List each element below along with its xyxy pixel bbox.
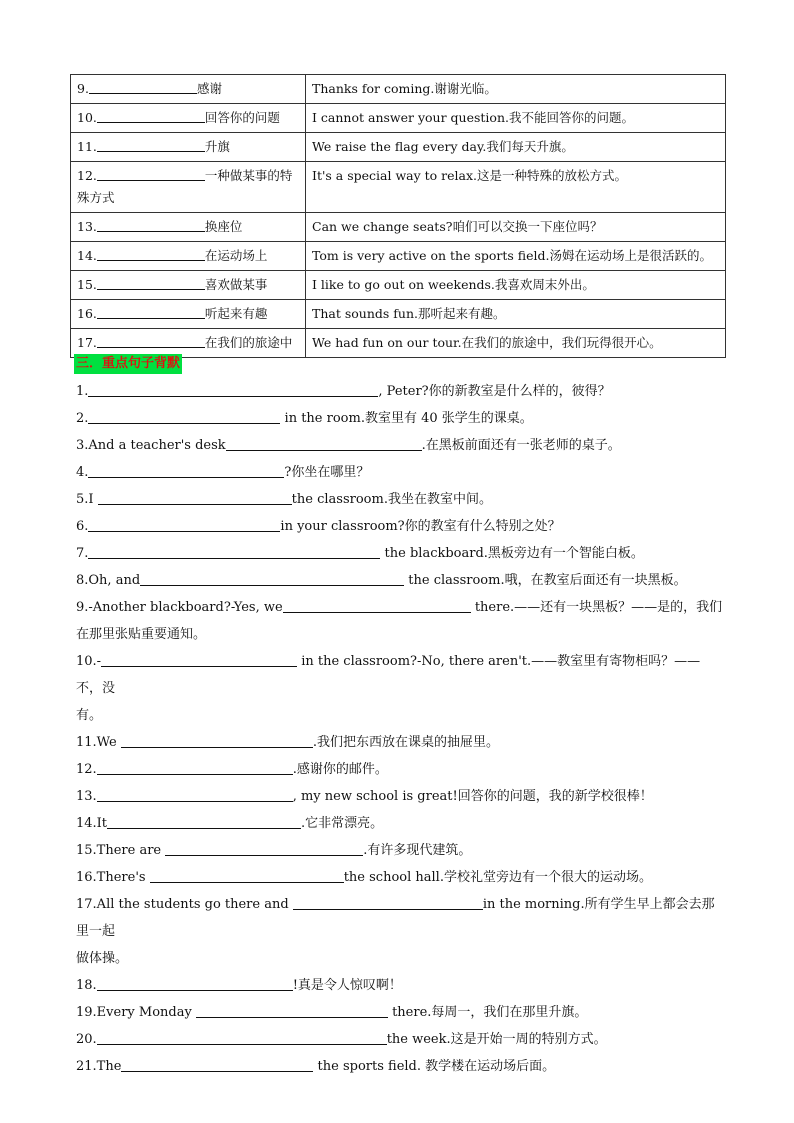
vocab-example-cell: We raise the flag every day.我们每天升旗。 [306,133,726,162]
answer-blank[interactable] [97,1029,387,1045]
answer-blank[interactable] [88,516,280,532]
vocab-term-cell [71,300,306,329]
list-item: 18. !真是令人惊叹啊！ [70,972,726,999]
section-title: 三．重点句子背默 [74,354,182,374]
chinese-term: 升旗 [204,139,230,154]
key-sentences-section [70,354,750,1080]
vocab-term-cell [71,242,306,271]
chinese-term: 听起来有趣 [204,306,268,321]
answer-blank[interactable] [89,80,197,94]
list-item: 19.Every Monday there.每周一，我们在那里升旗。 [70,999,726,1026]
answer-blank[interactable] [97,305,205,319]
answer-blank[interactable] [165,840,363,856]
answer-blank[interactable] [97,138,205,152]
answer-blank[interactable] [97,167,205,181]
list-item: 12. .感谢你的邮件。 [70,756,726,783]
answer-blank[interactable] [283,597,471,613]
vocab-term-cell [71,162,306,213]
list-item: 3.And a teacher's desk .在黑板前面还有一张老师的桌子。 [70,432,726,459]
answer-blank[interactable] [121,1056,313,1072]
answer-blank[interactable] [88,462,284,478]
answer-blank[interactable] [107,813,301,829]
answer-blank[interactable] [88,408,280,424]
vocab-example-cell: That sounds fun.那听起来有趣。 [306,300,726,329]
list-item: 15.There are .有许多现代建筑。 [70,837,726,864]
answer-blank[interactable] [97,975,293,991]
answer-blank[interactable] [97,109,205,123]
vocab-example-cell: We had fun on our tour.在我们的旅途中，我们玩得很开心。 [306,329,726,358]
list-item: 5.I the classroom.我坐在教室中间。 [70,486,726,513]
answer-blank[interactable] [88,543,380,559]
list-item: 17.All the students go there and in the morning.所有学生早上都会去那里一起 做体操。 [70,891,726,972]
chinese-term-continued: 殊方式 [77,190,115,205]
vocab-term-cell [71,75,306,104]
vocab-term-cell [71,104,306,133]
list-item: 4. ?你坐在哪里？ [70,459,726,486]
table-row [71,133,726,162]
chinese-term: 在我们的旅途中 [204,335,293,350]
chinese-term: 换座位 [204,219,243,234]
vocab-term-cell [71,271,306,300]
table-row [71,242,726,271]
answer-blank[interactable] [196,1002,388,1018]
vocab-example-cell: Tom is very active on the sports field.汤姆在运动场上是很活跃的。 [306,242,726,271]
list-item: 6. in your classroom?你的教室有什么特别之处？ [70,513,726,540]
list-item: 21.The the sports field. 教学楼在运动场后面。 [70,1053,726,1080]
answer-blank[interactable] [97,218,205,232]
item-number: 14. [77,248,97,263]
item-number: 10. [77,110,97,125]
answer-blank[interactable] [293,894,483,910]
vocabulary-table [70,74,726,358]
item-number: 16. [77,306,97,321]
answer-blank[interactable] [226,435,422,451]
list-item: 2. in the room.教室里有 40 张学生的课桌。 [70,405,726,432]
chinese-term: 在运动场上 [204,248,268,263]
table-row [71,300,726,329]
item-number: 12. [77,168,97,183]
list-item: 20. the week.这是开始一周的特别方式。 [70,1026,726,1053]
answer-blank[interactable] [97,276,205,290]
table-row [71,104,726,133]
list-item: 13. , my new school is great!回答你的问题，我的新学校很棒！ [70,783,726,810]
table-row [71,75,726,104]
item-number: 17. [77,335,97,350]
answer-blank[interactable] [88,381,378,397]
answer-blank[interactable] [97,759,293,775]
list-item: 7. the blackboard.黑板旁边有一个智能白板。 [70,540,726,567]
chinese-term: 感谢 [196,81,222,96]
item-number: 11. [77,139,97,154]
answer-blank[interactable] [97,334,205,348]
answer-blank[interactable] [97,247,205,261]
table-row [71,162,726,213]
list-item: 9.-Another blackboard?-Yes, we there.——还有一块黑板？——是的，我们 在那里张贴重要通知。 [70,594,726,648]
table-row [71,271,726,300]
item-number: 13. [77,219,97,234]
answer-blank[interactable] [101,651,297,667]
table-row [71,213,726,242]
vocab-example-cell: It's a special way to relax.这是一种特殊的放松方式。 [306,162,726,213]
chinese-term: 回答你的问题 [204,110,280,125]
chinese-term: 喜欢做某事 [204,277,268,292]
chinese-term: 一种做某事的特 [204,168,293,183]
list-item: 8.Oh, and the classroom.哦，在教室后面还有一块黑板。 [70,567,726,594]
vocab-term-cell [71,213,306,242]
answer-blank[interactable] [121,732,313,748]
list-item: 14.It .它非常漂亮。 [70,810,726,837]
sentence-list [70,378,750,1080]
answer-blank[interactable] [97,786,293,802]
item-number: 15. [77,277,97,292]
vocab-example-cell: I cannot answer your question.我不能回答你的问题。 [306,104,726,133]
list-item: 16.There's the school hall.学校礼堂旁边有一个很大的运动场。 [70,864,726,891]
vocab-example-cell: I like to go out on weekends.我喜欢周末外出。 [306,271,726,300]
vocab-example-cell: Can we change seats?咱们可以交换一下座位吗？ [306,213,726,242]
vocab-example-cell: Thanks for coming.谢谢光临。 [306,75,726,104]
answer-blank[interactable] [150,867,344,883]
item-number: 9. [77,81,89,96]
list-item: 10.- in the classroom?-No, there aren't.——教室里有寄物柜吗？——不，没 有。 [70,648,726,729]
answer-blank[interactable] [140,570,404,586]
list-item: 11.We .我们把东西放在课桌的抽屉里。 [70,729,726,756]
answer-blank[interactable] [98,489,292,505]
list-item: 1. , Peter?你的新教室是什么样的，彼得？ [70,378,726,405]
vocab-term-cell [71,133,306,162]
